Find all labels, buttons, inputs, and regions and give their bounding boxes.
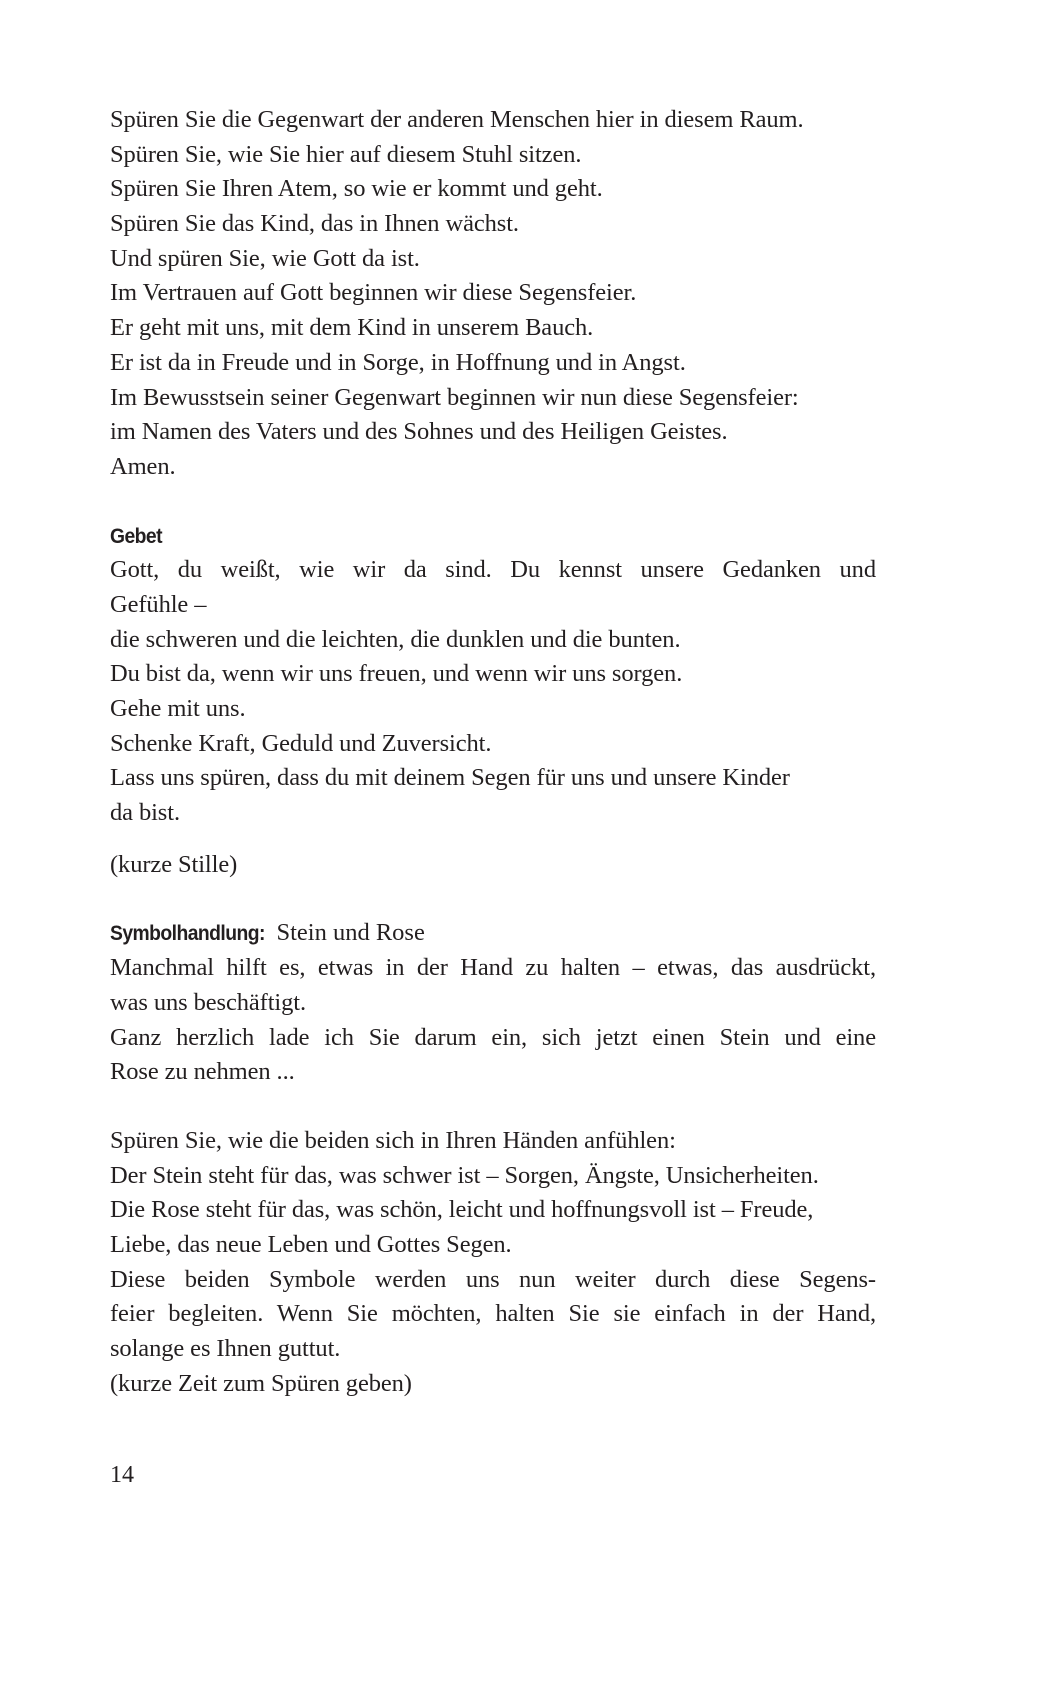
text-line: solange es Ihnen guttut. [110, 1335, 341, 1362]
text-line: Spüren Sie Ihren Atem, so wie er kommt und geht. [110, 175, 603, 203]
section-subtitle: Stein und Rose [276, 919, 425, 947]
text-line: Amen. [110, 452, 176, 480]
page-number: 14 [110, 1462, 134, 1488]
text-line: was uns beschäftigt. [110, 988, 306, 1016]
text-line: Die Rose steht für das, was schön, leicht und hoffnungsvoll ist – Freude, [110, 1196, 814, 1224]
paragraph-spacer [110, 1090, 876, 1124]
symbolhandlung-section [110, 916, 876, 1401]
text-line: Er geht mit uns, mit dem Kind in unserem Bauch. [110, 314, 594, 342]
text-line: da bist. [110, 799, 180, 827]
text-line: Schenke Kraft, Geduld und Zuversicht. [110, 729, 492, 757]
section-heading: Symbolhandlung: [110, 922, 265, 946]
text-line: Gott, du weißt, wie wir da sind. Du kennst unsere Gedanken und [110, 556, 876, 584]
section-spacer [110, 485, 876, 519]
section-heading-row [110, 519, 876, 554]
text-line: Liebe, das neue Leben und Gottes Segen. [110, 1230, 512, 1258]
text-line: Im Vertrauen auf Gott beginnen wir diese Segensfeier. [110, 279, 637, 307]
text-line: im Namen des Vaters und des Sohnes und des Heiligen Geistes. [110, 418, 728, 446]
text-line: Spüren Sie die Gegenwart der anderen Menschen hier in diesem Raum. [110, 106, 804, 133]
section-heading: Gebet [110, 524, 162, 548]
text-line: Diese beiden Symbole werden uns nun weiter durch diese Segens- [110, 1265, 876, 1293]
text-line: Du bist da, wenn wir uns freuen, und wenn wir uns sorgen. [110, 660, 683, 688]
text-line: feier begleiten. Wenn Sie möchten, halten Sie sie einfach in der Hand, [110, 1300, 876, 1328]
section-heading-row [110, 916, 876, 951]
text-line: Spüren Sie, wie die beiden sich in Ihren Händen anfühlen: [110, 1126, 676, 1154]
intro-section [110, 103, 876, 485]
text-line: Gefühle – [110, 590, 207, 618]
gebet-section [110, 519, 876, 883]
text-line: Ganz herzlich lade ich Sie darum ein, sich jetzt einen Stein und eine [110, 1023, 876, 1051]
text-line: Rose zu nehmen ... [110, 1058, 295, 1086]
text-line: Spüren Sie das Kind, das in Ihnen wächst. [110, 210, 519, 238]
text-line: Er ist da in Freude und in Sorge, in Hoffnung und in Angst. [110, 348, 686, 376]
text-line: Im Bewusstsein seiner Gegenwart beginnen wir nun diese Segensfeier: [110, 383, 799, 411]
text-line: die schweren und die leichten, die dunklen und die bunten. [110, 625, 681, 653]
document-page [110, 103, 876, 1401]
section-spacer [110, 882, 876, 916]
stage-direction: (kurze Zeit zum Spüren geben) [110, 1369, 412, 1397]
text-line: Gehe mit uns. [110, 695, 246, 722]
stage-direction: (kurze Stille) [110, 850, 238, 878]
text-line: Und spüren Sie, wie Gott da ist. [110, 244, 420, 272]
paragraph-spacer [110, 831, 876, 848]
text-line: Lass uns spüren, dass du mit deinem Segen für uns und unsere Kinder [110, 764, 790, 792]
text-line: Der Stein steht für das, was schwer ist – Sorgen, Ängste, Unsicherheiten. [110, 1161, 819, 1189]
text-line: Manchmal hilft es, etwas in der Hand zu halten – etwas, das ausdrückt, [110, 954, 876, 982]
text-line: Spüren Sie, wie Sie hier auf diesem Stuhl sitzen. [110, 140, 582, 168]
